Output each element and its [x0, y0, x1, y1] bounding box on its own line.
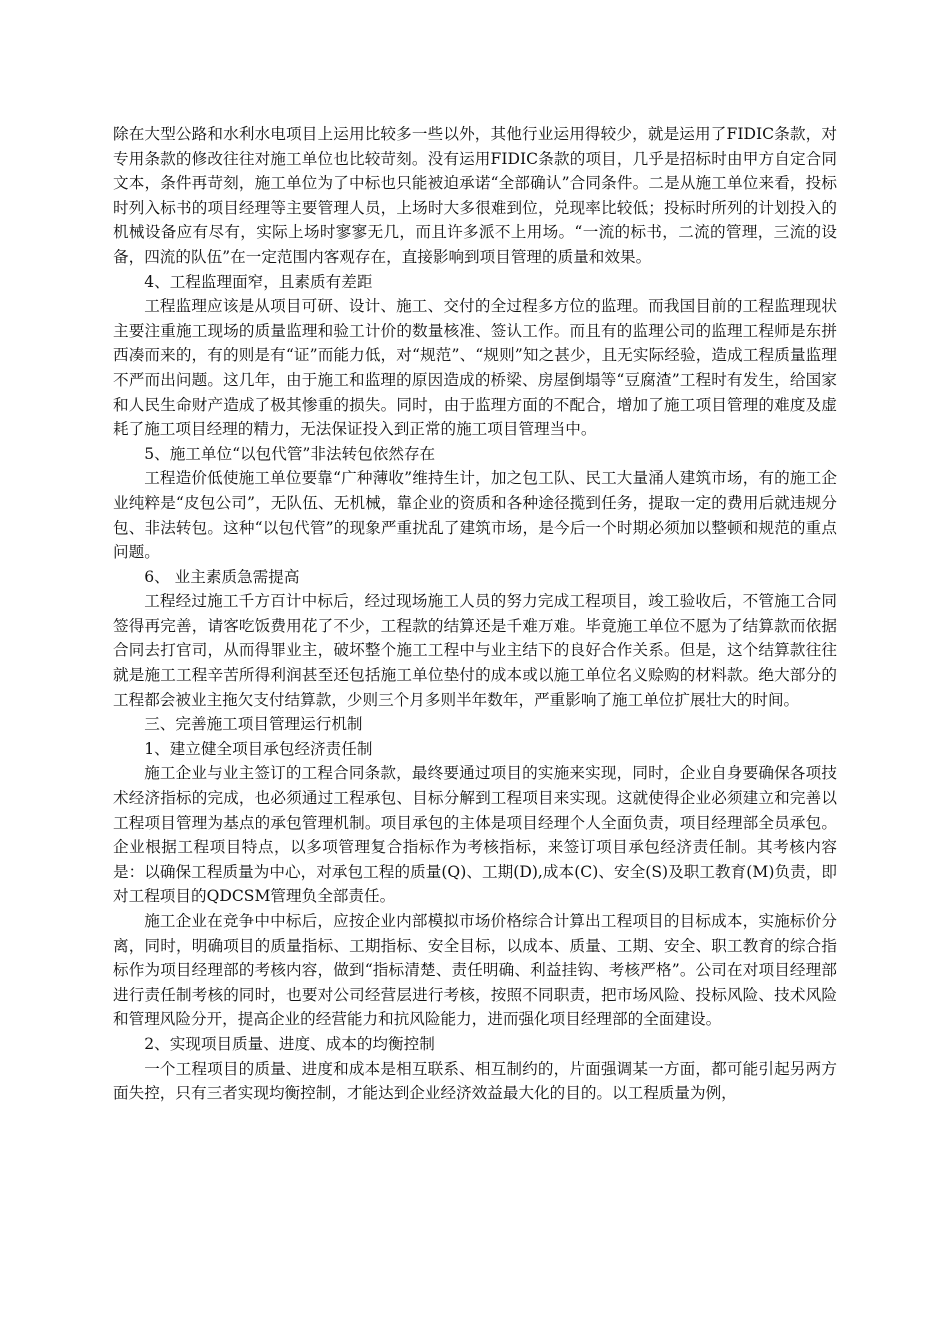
section-heading: 1、建立健全项目承包经济责任制 [144, 739, 373, 758]
section-heading: 4、工程监理面窄，且素质有差距 [144, 272, 373, 291]
chapter-heading: 三、完善施工项目管理运行机制 [144, 715, 363, 734]
body-paragraph: 工程造价低使施工单位要靠“广种薄收”维持生计，加之包工队、民工大量涌人建筑市场，有的施工企业纯粹是“皮包公司”，无队伍、无机械，靠企业的资质和各种途径揽到任务，提取一定的费用后就违规分包、非法转包。这种“以包代管”的现象严重扰乱了建筑市场，是今后一个时期必须加以整顿和规范的重点问题。 [113, 469, 837, 562]
body-paragraph: 施工企业与业主签订的工程合同条款，最终要通过项目的实施来实现，同时，企业自身要确保各项技术经济指标的完成，也必须通过工程承包、目标分解到工程项目来实现。这就使得企业必须建立和完善以工程项目管理为基点的承包管理机制。项目承包的主体是项目经理个人全面负责，项目经理部全员承包。企业根据工程项目特点，以多项管理复合指标作为考核指标，来签订项目承包经济责任制。其考核内容是：以确保工程质量为中心，对承包工程的质量(Q)、工期(D),成本(C)、安全(S)及职工教育(M)负责，即对工程项目的QDCSM管理负全部责任。 [113, 764, 837, 906]
document-page [113, 122, 837, 1106]
section-heading: 6、 业主素质急需提高 [144, 567, 300, 586]
body-paragraph: 一个工程项目的质量、进度和成本是相互联系、相互制约的，片面强调某一方面，都可能引起另两方面失控，只有三者实现均衡控制，才能达到企业经济效益最大化的目的。以工程质量为例， [113, 1059, 837, 1103]
body-paragraph: 除在大型公路和水利水电项目上运用比较多一些以外，其他行业运用得较少，就是运用了FIDIC条款，对专用条款的修改往往对施工单位也比较苛刻。没有运用FIDIC条款的项目，几乎是招标时由甲方自定合同文本，条件再苛刻，施工单位为了中标也只能被迫承诺“全部确认”合同条件。二是从施工单位来看，投标时列入标书的项目经理等主要管理人员，上场时大多很难到位，兑现率比较低；投标时所列的计划投入的机械设备应有尽有，实际上场时寥寥无几，而且许多派不上用场。“一流的标书，二流的管理，三流的设备，四流的队伍”在一定范围内客观存在，直接影响到项目管理的质量和效果。 [113, 125, 837, 266]
section-heading: 5、施工单位“以包代管”非法转包依然存在 [144, 444, 436, 463]
body-paragraph: 施工企业在竞争中中标后，应按企业内部模拟市场价格综合计算出工程项目的目标成本，实施标价分离，同时，明确项目的质量指标、工期指标、安全目标，以成本、质量、工期、安全、职工教育的综合指标作为项目经理部的考核内容，做到“指标清楚、责任明确、利益挂钩、考核严格”。公司在对项目经理部进行责任制考核的同时，也要对公司经营层进行考核，按照不同职责，把市场风险、投标风险、技术风险和管理风险分开，提高企业的经营能力和抗风险能力，进而强化项目经理部的全面建设。 [113, 912, 837, 1029]
section-heading: 2、实现项目质量、进度、成本的均衡控制 [144, 1034, 435, 1053]
body-paragraph: 工程监理应该是从项目可研、设计、施工、交付的全过程多方位的监理。而我国目前的工程监理现状主要注重施工现场的质量监理和验工计价的数量核准、签认工作。而且有的监理公司的监理工程师是东拼西凑而来的，有的则是有“证”而能力低，对“规范”、“规则”知之甚少，且无实际经验，造成工程质量监理不严而出问题。这几年，由于施工和监理的原因造成的桥梁、房屋倒塌等“豆腐渣”工程时有发生，给国家和人民生命财产造成了极其惨重的损失。同时，由于监理方面的不配合，增加了施工项目管理的难度及虚耗了施工项目经理的精力，无法保证投入到正常的施工项目管理当中。 [113, 297, 837, 439]
body-paragraph: 工程经过施工千方百计中标后，经过现场施工人员的努力完成工程项目，竣工验收后，不管施工合同签得再完善，请客吃饭费用花了不少，工程款的结算还是千难万难。毕竟施工单位不愿为了结算款而依据合同去打官司，从而得罪业主，破坏整个施工工程中与业主结下的良好合作关系。但是，这个结算款往往就是施工工程辛苦所得利润甚至还包括施工单位垫付的成本或以施工单位名义赊购的材料款。绝大部分的工程都会被业主拖欠支付结算款，少则三个月多则半年数年，严重影响了施工单位扩展壮大的时间。 [113, 592, 837, 709]
